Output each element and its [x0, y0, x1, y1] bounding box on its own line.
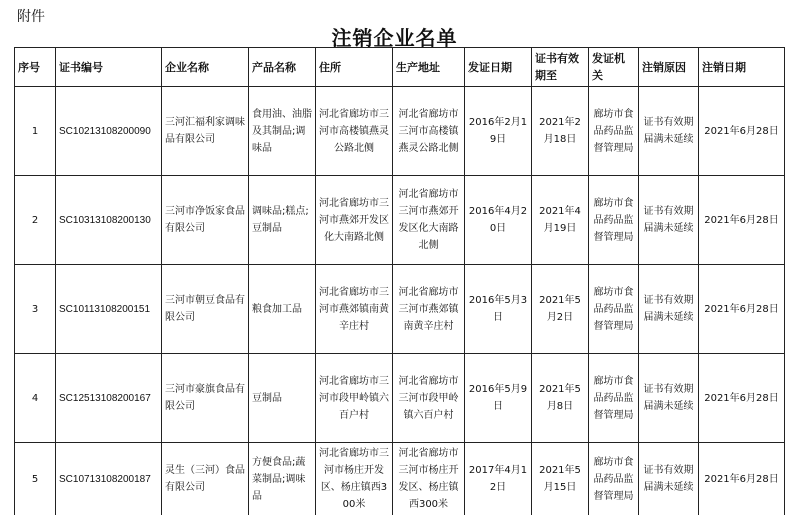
- cancel-reason: 证书有效期届满未延续: [639, 265, 699, 354]
- column-header-production-address: 生产地址: [393, 48, 465, 87]
- column-header-product-name: 产品名称: [249, 48, 316, 87]
- cancel-date: 2021年6月28日: [699, 176, 785, 265]
- residence: 河北省廊坊市三河市段甲岭镇六百户村: [316, 354, 393, 443]
- certificate-code: SC10213108200090: [56, 87, 162, 176]
- table-header-row: [15, 48, 785, 87]
- issue-date: 2016年4月20日: [465, 176, 532, 265]
- cancel-reason: 证书有效期届满未延续: [639, 443, 699, 515]
- production-address: 河北省廊坊市三河市燕郊开发区化大南路北侧: [393, 176, 465, 265]
- production-address: 河北省廊坊市三河市高楼镇燕灵公路北侧: [393, 87, 465, 176]
- product-name: 豆制品: [249, 354, 316, 443]
- row-number: 3: [15, 265, 56, 354]
- column-header-residence: 住所: [316, 48, 393, 87]
- table-row: [15, 443, 785, 515]
- company-name: 灵生（三河）食品有限公司: [162, 443, 249, 515]
- cancel-date: 2021年6月28日: [699, 265, 785, 354]
- issue-date: 2016年5月9日: [465, 354, 532, 443]
- issue-date: 2016年2月19日: [465, 87, 532, 176]
- certificate-code: SC10113108200151: [56, 265, 162, 354]
- row-number: 2: [15, 176, 56, 265]
- issuing-authority: 廊坊市食品药品监督管理局: [589, 443, 639, 515]
- cancel-reason: 证书有效期届满未延续: [639, 176, 699, 265]
- issue-date: 2017年4月12日: [465, 443, 532, 515]
- cancel-reason: 证书有效期届满未延续: [639, 354, 699, 443]
- cancel-date: 2021年6月28日: [699, 443, 785, 515]
- production-address: 河北省廊坊市三河市段甲岭镇六百户村: [393, 354, 465, 443]
- certificate-code: SC12513108200167: [56, 354, 162, 443]
- column-header-certificate-code: 证书编号: [56, 48, 162, 87]
- column-header-cancel-date: 注销日期: [699, 48, 785, 87]
- page-title: 注销企业名单: [0, 22, 789, 51]
- column-header-company-name: 企业名称: [162, 48, 249, 87]
- column-header-number: 序号: [15, 48, 56, 87]
- product-name: 调味品;糕点;豆制品: [249, 176, 316, 265]
- residence: 河北省廊坊市三河市燕郊开发区化大南路北侧: [316, 176, 393, 265]
- column-header-valid-until: 证书有效期至: [532, 48, 589, 87]
- column-header-issue-date: 发证日期: [465, 48, 532, 87]
- issue-date: 2016年5月3日: [465, 265, 532, 354]
- valid-until: 2021年5月15日: [532, 443, 589, 515]
- column-header-cancel-reason: 注销原因: [639, 48, 699, 87]
- certificate-code: SC10313108200130: [56, 176, 162, 265]
- company-name: 三河市净饭家食品有限公司: [162, 176, 249, 265]
- issuing-authority: 廊坊市食品药品监督管理局: [589, 265, 639, 354]
- residence: 河北省廊坊市三河市高楼镇燕灵公路北侧: [316, 87, 393, 176]
- row-number: 5: [15, 443, 56, 515]
- production-address: 河北省廊坊市三河市杨庄开发区、杨庄镇西300米: [393, 443, 465, 515]
- issuing-authority: 廊坊市食品药品监督管理局: [589, 87, 639, 176]
- production-address: 河北省廊坊市三河市燕郊镇南黄辛庄村: [393, 265, 465, 354]
- product-name: 粮食加工品: [249, 265, 316, 354]
- company-name: 三河市朝豆食品有限公司: [162, 265, 249, 354]
- row-number: 4: [15, 354, 56, 443]
- table-row: [15, 176, 785, 265]
- cancelled-companies-table: [14, 47, 785, 515]
- column-header-issuing-authority: 发证机关: [589, 48, 639, 87]
- cancel-date: 2021年6月28日: [699, 87, 785, 176]
- valid-until: 2021年4月19日: [532, 176, 589, 265]
- product-name: 食用油、油脂及其制品;调味品: [249, 87, 316, 176]
- residence: 河北省廊坊市三河市杨庄开发区、杨庄镇西300米: [316, 443, 393, 515]
- issuing-authority: 廊坊市食品药品监督管理局: [589, 176, 639, 265]
- company-name: 三河市豪旗食品有限公司: [162, 354, 249, 443]
- valid-until: 2021年5月8日: [532, 354, 589, 443]
- valid-until: 2021年5月2日: [532, 265, 589, 354]
- table-row: [15, 354, 785, 443]
- cancel-reason: 证书有效期届满未延续: [639, 87, 699, 176]
- valid-until: 2021年2月18日: [532, 87, 589, 176]
- attachment-label: 附件: [17, 6, 45, 26]
- issuing-authority: 廊坊市食品药品监督管理局: [589, 354, 639, 443]
- cancel-date: 2021年6月28日: [699, 354, 785, 443]
- table-row: [15, 87, 785, 176]
- company-name: 三河汇福利家调味品有限公司: [162, 87, 249, 176]
- row-number: 1: [15, 87, 56, 176]
- product-name: 方便食品;蔬菜制品;调味品: [249, 443, 316, 515]
- table-row: [15, 265, 785, 354]
- residence: 河北省廊坊市三河市燕郊镇南黄辛庄村: [316, 265, 393, 354]
- certificate-code: SC10713108200187: [56, 443, 162, 515]
